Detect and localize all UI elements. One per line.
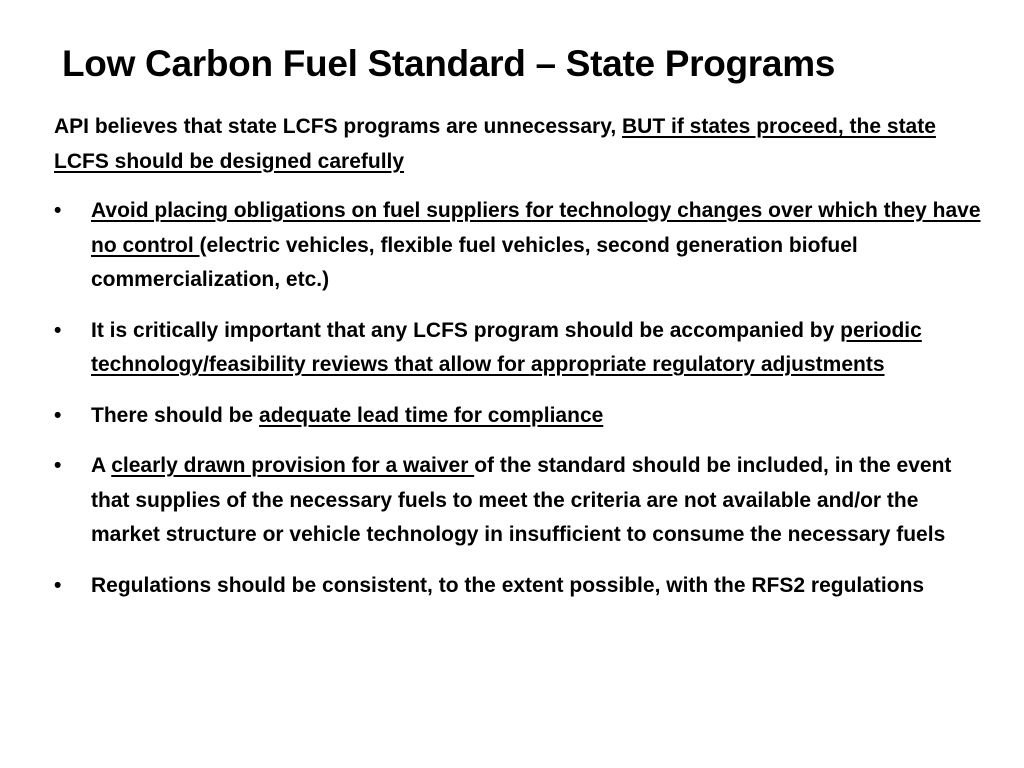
bullet-lead-text: It is critically important that any LCFS program should be accompanied by bbox=[91, 318, 841, 342]
bullet-item bbox=[54, 194, 984, 298]
bullet-icon: • bbox=[54, 454, 62, 477]
bullet-underlined-text: adequate lead time for compliance bbox=[259, 403, 604, 427]
bullet-rest-text: of the standard should be included, in the event that supplies of the necessary fuels to meet the criteria are not available and/or the market structure or vehicle technology in insufficient to consume the necessary fuels bbox=[91, 454, 952, 546]
bullet-item bbox=[54, 399, 984, 434]
bullet-item bbox=[54, 449, 984, 553]
bullet-underlined-text: clearly drawn provision for a waiver bbox=[111, 454, 475, 477]
bullet-icon: • bbox=[54, 199, 62, 222]
slide-body bbox=[54, 110, 984, 619]
bullet-icon: • bbox=[54, 403, 62, 427]
bullet-icon: • bbox=[54, 573, 62, 597]
bullet-rest-text: (electric vehicles, flexible fuel vehicles, second generation biofuel commercialization, etc.) bbox=[91, 233, 858, 291]
intro-underlined-text: BUT if states proceed, the state LCFS should be designed carefully bbox=[54, 115, 936, 173]
bullet-underlined-text: periodic technology/feasibility reviews that allow for appropriate regulatory adjustments bbox=[91, 318, 922, 376]
intro-paragraph bbox=[54, 110, 984, 179]
bullet-item bbox=[54, 314, 984, 383]
bullet-underlined-text: Avoid placing obligations on fuel suppliers for technology changes over which they have no control bbox=[91, 199, 981, 257]
bullet-list bbox=[54, 194, 984, 603]
bullet-item bbox=[54, 569, 984, 604]
slide-title: Low Carbon Fuel Standard – State Programs bbox=[62, 43, 836, 84]
bullet-lead-text: There should be bbox=[91, 403, 260, 427]
intro-text: API believes that state LCFS programs are unnecessary, bbox=[54, 115, 622, 138]
bullet-lead-text: A bbox=[91, 454, 112, 477]
bullet-lead-text: Regulations should be consistent, to the extent possible, with the RFS2 regulations bbox=[91, 573, 925, 597]
bullet-icon: • bbox=[54, 318, 62, 342]
